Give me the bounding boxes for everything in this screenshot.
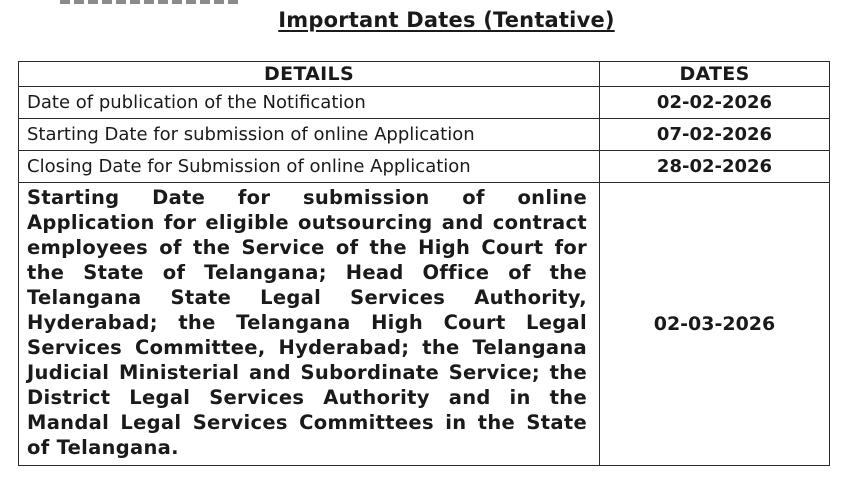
table-row: [19, 119, 830, 151]
date-cell: 02-03-2026: [600, 183, 830, 466]
table-row: [19, 87, 830, 119]
scan-artifact: [60, 0, 240, 4]
detail-cell: Starting Date for submission of online Application for eligible outsourcing and contract employees of the Service of the High Court for the State of Telangana; Head Office of the Telangana State Legal Services Authority, Hyderabad; the Telangana High Court Legal Services Committee, Hyderabad; the Telangana Judicial Ministerial and Subordinate Service; the District Legal Services Authority and in the Mandal Legal Services Committees in the State of Telangana.: [19, 183, 600, 466]
page-title: Important Dates (Tentative): [278, 8, 615, 32]
dates-header: DATES: [600, 62, 830, 87]
details-header: DETAILS: [19, 62, 600, 87]
important-dates-table: [18, 61, 830, 466]
detail-cell: Date of publication of the Notification: [19, 87, 600, 119]
date-cell: 02-02-2026: [600, 87, 830, 119]
date-cell: 28-02-2026: [600, 151, 830, 183]
detail-cell: Closing Date for Submission of online Application: [19, 151, 600, 183]
table-row: [19, 151, 830, 183]
detail-cell: Starting Date for submission of online Application: [19, 119, 600, 151]
table-header-row: [19, 62, 830, 87]
table-row: [19, 183, 830, 466]
date-cell: 07-02-2026: [600, 119, 830, 151]
